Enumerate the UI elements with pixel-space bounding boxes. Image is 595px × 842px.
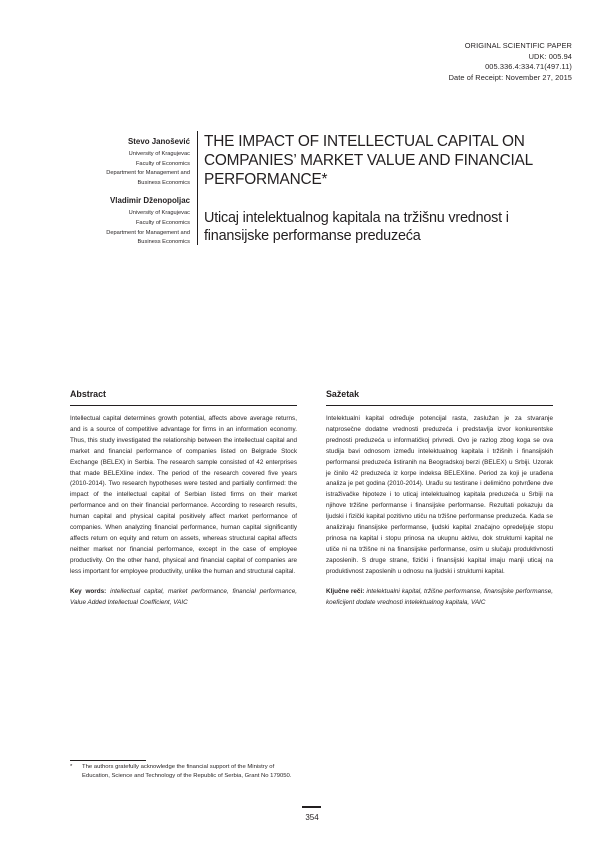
author-affiliation-line: University of Kragujevac — [128, 210, 190, 217]
keywords-label: Key words: — [70, 587, 107, 595]
abstract-section — [70, 389, 297, 608]
author-affiliation-line: Faculty of Economics — [135, 160, 190, 167]
sazetak-text: Intelektualni kapital određuje potencijal rasta, zaslužan je za stvaranje natprosečne dodatne vrednosti preduzeća i predstavlja izvor konkurentske prednosti preduzeća u informatičkoj privredi. Ovo je razlog zbog koga se ova studija bavi odnosom između intelektualnog kapitala i tržišnih i finansijskih performansi preduzeća listiranih na Beogradskoj berzi (BELEX) u Srbiji. Uzorak je činilo 42 preduzeća iz korpe indeksa BELEXline. Period za koji je urađena analiza je pet godina (2010-2014). Urađu su testirane i delimično potvrđene dve istraživačke hipoteze i to uticaj intelektualnog kapitala preduzeća u Srbiji na njihove tržišne performanse i finansijske performanse. Rezultati pokazuju da ljudski i fizički kapital pozitivno utiču na tržišne performanse preduzeća. Kada se analiziraju finansijske performanse, ljudski kapital značajno opredeljuje stopu prinosa na kapital i stopu prinosa na ukupnu aktivu, dok strukturni kapital ne utiče ni na tržišne ni na finansijske performanse, osim u slučaju produktivnosti zaposlenih. S druge strane, fizički i finansijski kapital imaju manji uticaj na produktivnost zaposlenih u odnosu na ljudski i strukturni kapital. — [326, 415, 553, 575]
sazetak-section — [326, 389, 553, 608]
author-affiliation-line: Business Economics — [137, 179, 190, 186]
paper-title-serbian: Uticaj intelektualnog kapitala na tržišnu vrednost i finansijske performanse preduzeća — [204, 210, 509, 245]
receipt-date: Date of Receipt: November 27, 2015 — [448, 72, 572, 82]
author-affiliation-line: University of Kragujevac — [128, 151, 190, 157]
udk-code: UDK: 005.94 — [528, 51, 572, 61]
author-list — [40, 136, 190, 255]
author-name: Stevo Janošević — [128, 136, 190, 146]
sazetak-heading: Sažetak — [326, 389, 360, 399]
paper-type: ORIGINAL SCIENTIFIC PAPER — [464, 41, 572, 50]
author-affiliation-line: Business Economics — [137, 239, 190, 246]
footnote-rule — [70, 760, 146, 761]
section-rule — [326, 405, 553, 406]
keywords — [70, 587, 297, 609]
author-affiliation-line: Department for Management and — [106, 170, 190, 177]
page-number: 354 — [305, 813, 319, 822]
author — [40, 195, 190, 247]
author-affiliation-line: Department for Management and — [106, 229, 190, 236]
paper-metadata — [449, 41, 572, 83]
footnote — [70, 763, 300, 781]
keywords-text: intelektualni kapital, tržišne performanse, finansijske performanse, koeficijent dodate vrednosti intelektualnog kapitala, VAIC — [326, 587, 554, 606]
keywords-serbian — [326, 587, 553, 609]
classification-code: 005.336.4:334.71(497.11) — [485, 62, 572, 72]
paper-title: THE IMPACT OF INTELLECTUAL CAPITAL ON COMPANIES’ MARKET VALUE AND FINANCIAL PERFORMANCE* — [204, 133, 533, 188]
footnote-text: The authors gratefully acknowledge the financial support of the Ministry of Education, Science and Technology of the Republic of Serbia, Grant No 179050. — [82, 764, 292, 780]
section-rule — [70, 405, 297, 406]
abstract-heading: Abstract — [70, 389, 107, 399]
footnote-mark: * — [70, 764, 73, 770]
keywords-text: intellectual capital, market performance, financial performance, Value Added Intellectual Coefficient, VAIC — [70, 587, 297, 606]
title-divider — [197, 131, 198, 245]
author-affiliation-line: Faculty of Economics — [135, 219, 190, 226]
abstract-text: Intellectual capital determines growth potential, affects above average returns, and is a source of competitive advantage for firms in an information economy. Thus, this study investigated the relationship between the intellectual capital and market and financial performance of companies listed on Belgrade Stock Exchange (BELEX) in Serbia. The research sample consisted of 42 enterprises that made BELEXline index. The period of the research covered five years (2010-2014). Two research hypotheses were tested and partially confirmed: the impact of the intellectual capital of Serbian listed firms on their market performance and on their financial performance. According to research results, human capital and physical capital positively affect market performance of companies. When analyzing financial performance, human capital significantly affects return on equity and return on assets, whereas structural capital affects neither market nor financial performance, except in the case of employee productivity. On the other hand, physical and financial capital of companies are less important for employee productivity, unlike the human and structural capital. — [70, 415, 297, 575]
author — [40, 136, 190, 188]
keywords-label: Ključne reči: — [326, 587, 365, 595]
page-number-bar — [302, 806, 321, 808]
author-name: Vladimir Dženopoljac — [110, 195, 190, 206]
